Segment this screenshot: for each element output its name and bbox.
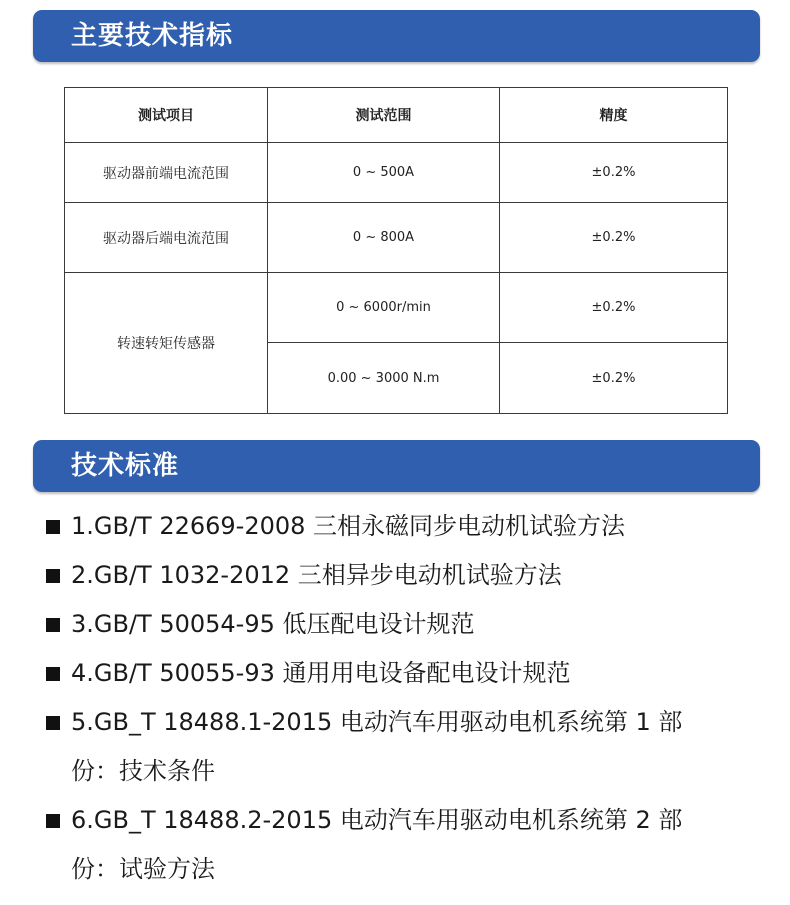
section-header-specs [33,10,760,62]
col-header-item: 测试项目 [65,88,268,143]
cell-item: 转速转矩传感器 [65,273,268,414]
standard-text-continued: 份：试验方法 [71,855,215,883]
col-header-range: 测试范围 [268,88,500,143]
section-title-specs: 主要技术指标 [71,21,234,51]
list-item [43,502,763,551]
square-bullet-icon [46,520,60,534]
cell-accuracy: ±0.2% [500,203,728,273]
list-item [43,649,763,698]
cell-item: 驱动器前端电流范围 [65,143,268,203]
standard-text: 4.GB/T 50055-93 通用用电设备配电设计规范 [71,659,571,687]
standard-text-continued: 份：技术条件 [71,757,215,785]
col-header-accuracy: 精度 [500,88,728,143]
square-bullet-icon [46,667,60,681]
cell-range: 0.00 ~ 3000 N.m [268,343,500,414]
standard-text: 5.GB_T 18488.1-2015 电动汽车用驱动电机系统第 1 部 [71,708,683,736]
table-row [65,273,728,343]
cell-accuracy: ±0.2% [500,343,728,414]
square-bullet-icon [46,716,60,730]
standard-text: 2.GB/T 1032-2012 三相异步电动机试验方法 [71,561,562,589]
standards-list [43,502,763,894]
cell-range: 0 ~ 800A [268,203,500,273]
cell-accuracy: ±0.2% [500,273,728,343]
square-bullet-icon [46,618,60,632]
cell-range: 0 ~ 500A [268,143,500,203]
section-header-standards [33,440,760,492]
specs-table [64,87,728,414]
cell-range: 0 ~ 6000r/min [268,273,500,343]
square-bullet-icon [46,569,60,583]
standard-text: 6.GB_T 18488.2-2015 电动汽车用驱动电机系统第 2 部 [71,806,683,834]
section-title-standards: 技术标准 [71,451,180,481]
list-item [43,698,763,796]
list-item [43,796,763,894]
cell-item: 驱动器后端电流范围 [65,203,268,273]
table-row [65,143,728,203]
standard-text: 3.GB/T 50054-95 低压配电设计规范 [71,610,475,638]
table-header-row [65,88,728,143]
list-item [43,600,763,649]
cell-accuracy: ±0.2% [500,143,728,203]
list-item [43,551,763,600]
square-bullet-icon [46,814,60,828]
standard-text: 1.GB/T 22669-2008 三相永磁同步电动机试验方法 [71,512,626,540]
table-row [65,203,728,273]
